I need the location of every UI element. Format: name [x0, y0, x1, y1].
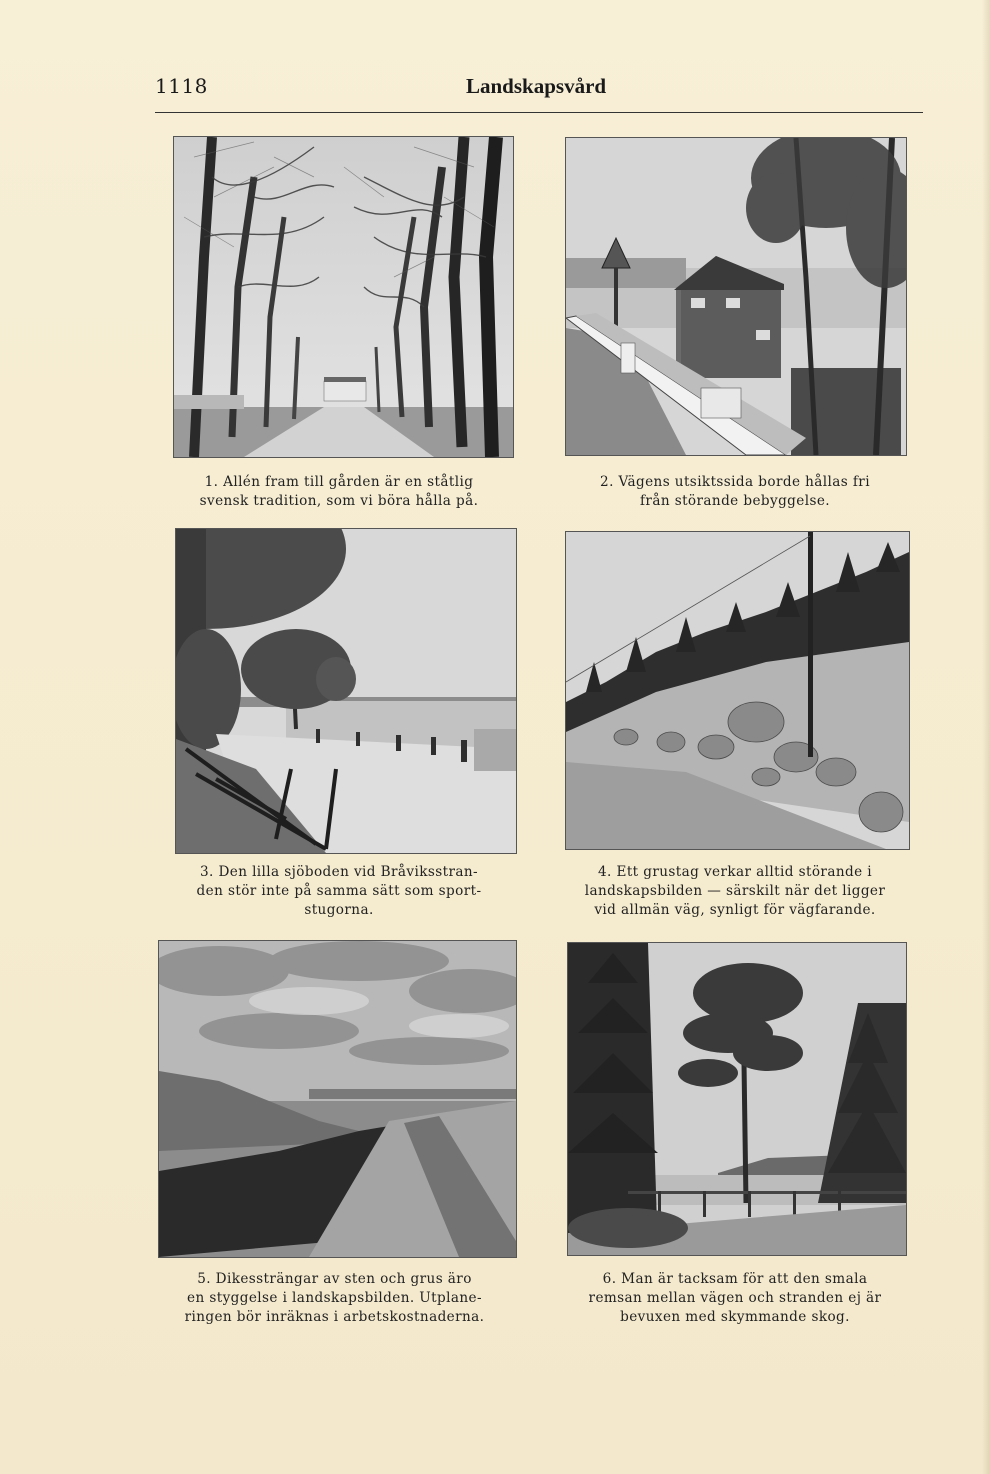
caption-1 [165, 473, 513, 511]
caption-4-line-1: 4. Ett grustag verkar alltid störande i [598, 864, 872, 880]
running-title: Landskapsvård [466, 74, 607, 98]
caption-3 [165, 863, 513, 920]
photo-6-pines-by-shore [567, 942, 907, 1256]
header-rule [155, 112, 923, 113]
caption-6-line-2: remsan mellan vägen och stranden ej är [588, 1290, 882, 1306]
caption-5-line-2: en styggelse i landskapsbilden. Utplane- [187, 1290, 482, 1306]
photo-1-tree-avenue [173, 136, 514, 458]
photo-3-lakeside-road [175, 528, 517, 854]
caption-3-line-2: den stör inte på samma sätt som sport- [196, 883, 482, 899]
caption-4 [563, 863, 907, 920]
caption-4-line-2: landskapsbilden — särskilt när det ligger [584, 883, 886, 899]
caption-2-line-2: från störande bebyggelse. [639, 493, 831, 509]
caption-4-line-3: vid allmän väg, synligt för vägfarande. [594, 902, 876, 918]
caption-6-line-1: 6. Man är tacksam för att den smala [602, 1271, 868, 1287]
caption-3-line-3: stugorna. [304, 902, 374, 918]
page-number: 1118 [155, 74, 208, 98]
photo-5-ditch-banks [158, 940, 517, 1258]
page-edge-shadow [982, 0, 990, 1474]
caption-1-line-1: 1. Allén fram till gården är en ståtlig [204, 474, 474, 490]
caption-5-line-1: 5. Dikessträngar av sten och grus äro [197, 1271, 472, 1287]
caption-5-line-3: ringen bör inräknas i arbetskostnaderna. [184, 1309, 485, 1325]
caption-2-line-1: 2. Vägens utsiktssida borde hållas fri [600, 474, 870, 490]
caption-5 [161, 1270, 508, 1327]
photo-4-gravel-pit [565, 531, 910, 850]
caption-2 [563, 473, 907, 511]
caption-1-line-2: svensk tradition, som vi böra hålla på. [199, 493, 479, 509]
photo-2-roadside-house [565, 137, 907, 456]
caption-6 [563, 1270, 907, 1327]
caption-6-line-3: bevuxen med skymmande skog. [620, 1309, 850, 1325]
caption-3-line-1: 3. Den lilla sjöboden vid Bråviksstran- [199, 864, 479, 880]
